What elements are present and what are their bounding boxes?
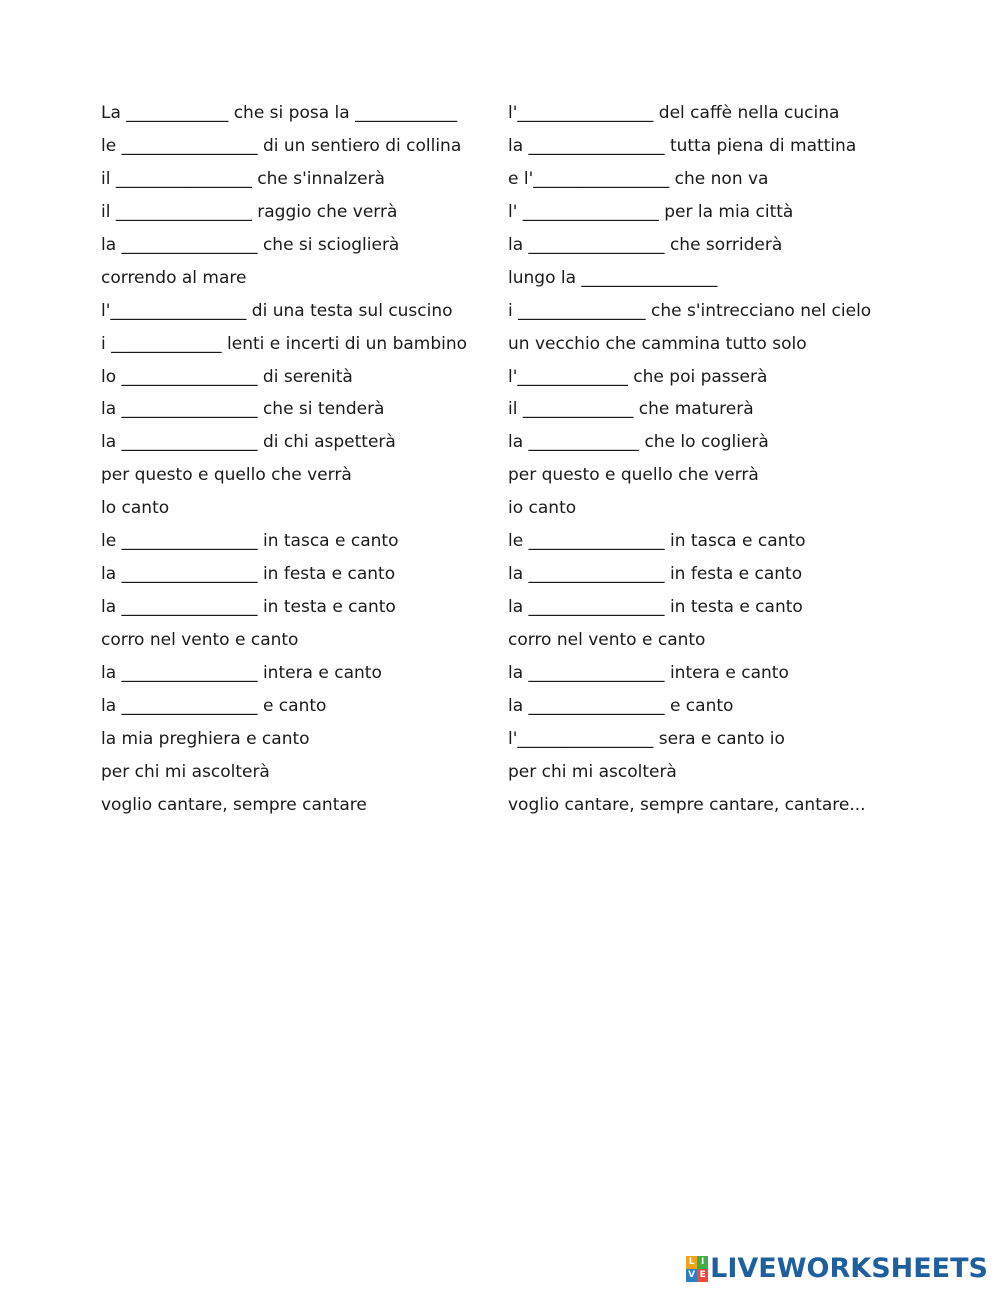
worksheet-line: lungo la ________________	[508, 267, 718, 288]
worksheet-line: l'_____________ che poi passerà	[508, 366, 768, 387]
worksheet-line: il _____________ che maturerà	[508, 399, 754, 420]
worksheet-line: corro nel vento e canto	[508, 630, 706, 650]
worksheet-line: la _____________ che lo coglierà	[508, 432, 769, 453]
worksheet-line: le ________________ in tasca e canto	[101, 531, 399, 552]
worksheet-line: io canto	[508, 498, 577, 519]
right-column	[508, 97, 961, 822]
worksheet-line: la ________________ tutta piena di mattina	[508, 135, 857, 156]
worksheet-line: un vecchio che cammina tutto solo	[508, 333, 807, 354]
worksheet-line: correndo al mare	[101, 267, 247, 288]
worksheet-line: l' ________________ per la mia città	[508, 201, 794, 222]
worksheet-line: la ________________ e canto	[101, 695, 327, 716]
worksheet-line: la ________________ di chi aspetterà	[101, 432, 396, 453]
worksheet-line: l'________________ del caffè nella cucina	[508, 103, 840, 123]
liveworksheets-wordmark: LIVEWORKSHEETS	[710, 1253, 988, 1284]
worksheet-line: le ________________ in tasca e canto	[508, 531, 806, 552]
worksheet-line: il ________________ che s'innalzerà	[101, 168, 385, 189]
worksheet-line: voglio cantare, sempre cantare	[101, 794, 367, 815]
worksheet-line: La ____________ che si posa la ____________	[101, 103, 458, 123]
worksheet-line: corro nel vento e canto	[101, 630, 299, 650]
worksheet-line: l'________________ sera e canto io	[508, 728, 785, 749]
worksheet-line: la ________________ che si tenderà	[101, 399, 385, 420]
worksheet-line: per chi mi ascolterà	[508, 761, 677, 782]
logo-letter: L	[686, 1256, 697, 1269]
worksheet-line: la ________________ in testa e canto	[101, 597, 396, 618]
worksheet-line: lo canto	[101, 498, 170, 519]
worksheet-line: la ________________ intera e canto	[101, 662, 382, 683]
left-column	[101, 97, 508, 822]
worksheet-line: per chi mi ascolterà	[101, 761, 270, 782]
worksheet-line: la ________________ intera e canto	[508, 662, 789, 683]
worksheet-line: la mia preghiera e canto	[101, 728, 310, 749]
worksheet-line: la ________________ in festa e canto	[508, 564, 803, 585]
worksheet-line: lo ________________ di serenità	[101, 366, 353, 387]
worksheet-line: le ________________ di un sentiero di collina	[101, 135, 462, 156]
liveworksheets-logo-icon	[686, 1256, 708, 1282]
worksheet-line: i _____________ lenti e incerti di un bambino	[101, 333, 468, 354]
liveworksheets-brand	[686, 1254, 988, 1284]
worksheet-line: i _______________ che s'intrecciano nel cielo	[508, 300, 872, 321]
worksheet-line: la ________________ e canto	[508, 695, 734, 716]
logo-letter: I	[697, 1256, 708, 1269]
worksheet-line: la ________________ in festa e canto	[101, 564, 396, 585]
worksheet-line: e l'________________ che non va	[508, 168, 769, 189]
worksheet-line: per questo e quello che verrà	[101, 465, 352, 486]
logo-letter: E	[697, 1269, 708, 1282]
worksheet-body	[101, 97, 961, 822]
worksheet-line: la ________________ che si scioglierà	[101, 234, 400, 255]
worksheet-line: voglio cantare, sempre cantare, cantare...	[508, 794, 866, 815]
worksheet-line: la ________________ in testa e canto	[508, 597, 803, 618]
worksheet-line: per questo e quello che verrà	[508, 465, 759, 486]
worksheet-line: il ________________ raggio che verrà	[101, 201, 398, 222]
logo-letter: V	[686, 1269, 697, 1282]
worksheet-line: la ________________ che sorriderà	[508, 234, 783, 255]
worksheet-line: l'________________ di una testa sul cuscino	[101, 300, 453, 321]
